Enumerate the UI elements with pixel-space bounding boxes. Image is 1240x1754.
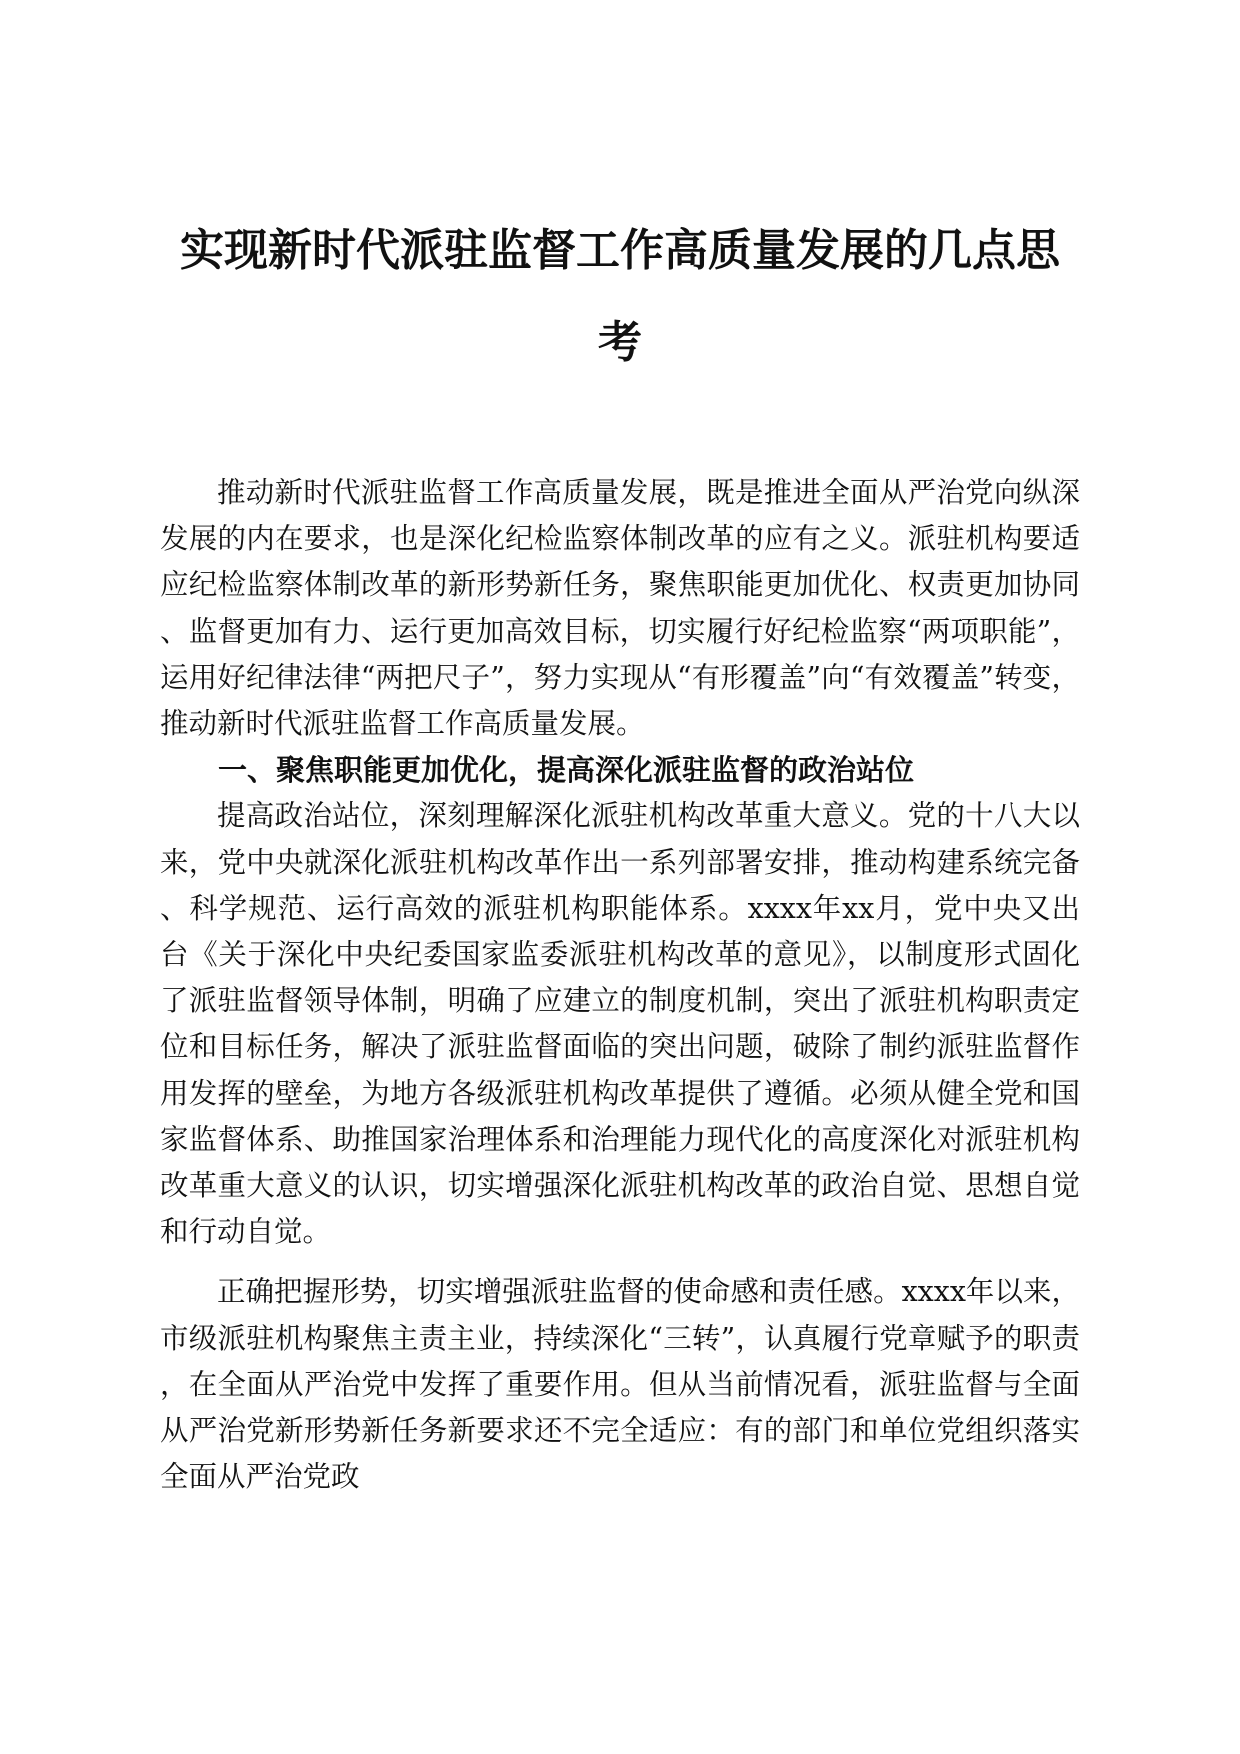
document-body [160, 470, 1080, 1500]
title-line-2: 考 [598, 317, 642, 368]
section-heading-1: 一、聚焦职能更加优化，提高深化派驻监督的政治站位 [218, 753, 915, 788]
body-paragraph-2: 正确把握形势，切实增强派驻监督的使命感和责任感。xxxx年以来，市级派驻机构聚焦主责主业，持续深化“三转”，认真履行党章赋予的职责，在全面从严治党中发挥了重要作用。但从当前情况看，派驻监督与全面从严治党新形势新任务新要求还不完全适应：有的部门和单位党组织落实全面从严治党政 [160, 1275, 1080, 1494]
title-line-1: 实现新时代派驻监督工作高质量发展的几点思 [180, 225, 1060, 276]
body-paragraph-1: 提高政治站位，深刻理解深化派驻机构改革重大意义。党的十八大以来，党中央就深化派驻机构改革作出一系列部署安排，推动构建系统完备、科学规范、运行高效的派驻机构职能体系。xxxx年xx月，党中央又出台《关于深化中央纪委国家监委派驻机构改革的意见》，以制度形式固化了派驻监督领导体制，明确了应建立的制度机制，突出了派驻机构职责定位和目标任务，解决了派驻监督面临的突出问题，破除了制约派驻监督作用发挥的壁垒，为地方各级派驻机构改革提供了遵循。必须从健全党和国家监督体系、助推国家治理体系和治理能力现代化的高度深化对派驻机构改革重大意义的认识，切实增强深化派驻机构改革的政治自觉、思想自觉和行动自觉。 [160, 799, 1080, 1249]
intro-paragraph: 推动新时代派驻监督工作高质量发展，既是推进全面从严治党向纵深发展的内在要求，也是深化纪检监察体制改革的应有之义。派驻机构要适应纪检监察体制改革的新形势新任务，聚焦职能更加优化、权责更加协同、监督更加有力、运行更加高效目标，切实履行好纪检监察“两项职能”，运用好纪律法律“两把尺子”，努力实现从“有形覆盖”向“有效覆盖”转变，推动新时代派驻监督工作高质量发展。 [160, 476, 1080, 741]
document-title [140, 205, 1100, 389]
